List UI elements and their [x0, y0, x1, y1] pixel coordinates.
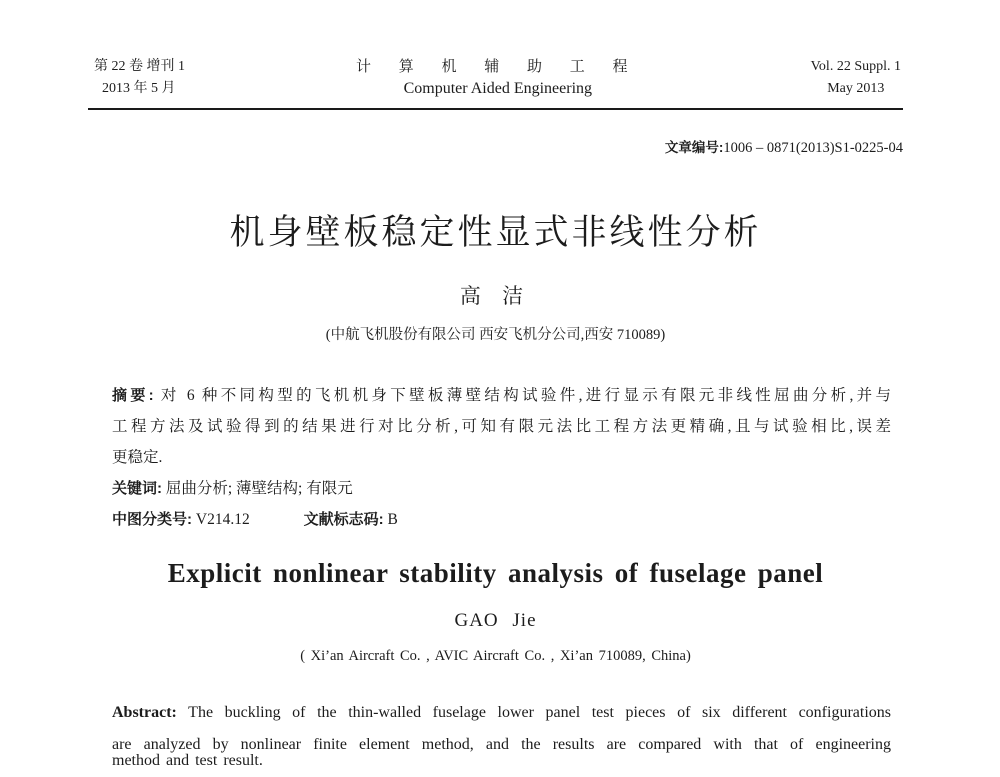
journal-name [185, 56, 811, 100]
title-en: Explicit nonlinear stability analysis of fuselage panel [167, 558, 824, 588]
abstract-en-block [88, 697, 903, 777]
clc-value: V214.12 [195, 511, 250, 528]
article-number-label: 文章编号: [664, 140, 724, 155]
article-number-line [88, 138, 903, 158]
journal-header [88, 56, 903, 110]
author-zh: 高 洁 [459, 284, 532, 308]
author-en: GAO Jie [454, 610, 537, 631]
abstract-en-label: Abstract: [112, 704, 177, 721]
abstract-en-line3-partial: method and test result. [112, 752, 263, 769]
keywords-zh-text: 屈曲分析; 薄壁结构; 有限元 [165, 480, 353, 497]
affiliation-en: ( Xi’an Aircraft Co. , AVIC Aircraft Co. , Xi’an 710089, China) [300, 648, 691, 664]
journal-volume-en [811, 56, 903, 100]
journal-volume-zh [88, 56, 185, 100]
abstract-zh-text1: 对 6 种不同构型的飞机机身下壁板薄壁结构试验件,进行显示有限元非线性屈曲分析,并与 [160, 387, 892, 404]
keywords-zh-line [112, 473, 891, 504]
issue-date-en: May 2013 [827, 81, 885, 96]
abstract-en-text1: The buckling of the thin-walled fuselage lower panel test pieces of six different configurations [188, 704, 891, 721]
abstract-zh-line2: 工程方法及试验得到的结果进行对比分析,可知有限元法比工程方法更精确,且与试验相比,误差 [112, 418, 891, 435]
affiliation-zh: (中航飞机股份有限公司 西安飞机分公司,西安 710089) [325, 327, 666, 343]
article-number-value: 1006 – 0871(2013)S1-0225-04 [723, 140, 903, 156]
doc-code-value: B [387, 511, 398, 528]
abstract-zh-line3: 更稳定. [112, 449, 163, 466]
abstract-zh-line1 [112, 380, 891, 411]
volume-info-en: Vol. 22 Suppl. 1 [810, 59, 901, 74]
abstract-en-line2: are analyzed by nonlinear finite element method, and the results are compared with that of engineering [112, 736, 891, 753]
abstract-zh-label: 摘要: [112, 387, 154, 404]
classification-line [112, 504, 891, 535]
abstract-en-line1 [112, 697, 891, 729]
issue-date-zh: 2013 年 5 月 [102, 81, 176, 96]
abstract-zh-block [88, 380, 903, 535]
title-zh: 机身壁板稳定性显式非线性分析 [229, 213, 762, 252]
volume-info-zh: 第 22 卷 增刊 1 [94, 59, 185, 74]
journal-name-zh: 计 算 机 辅 助 工 程 [356, 59, 640, 75]
doc-code-label: 文献标志码: [303, 511, 384, 528]
keywords-zh-label: 关键词: [112, 480, 162, 497]
journal-name-en: Computer Aided Engineering [403, 80, 593, 97]
clc-label: 中图分类号: [112, 511, 192, 528]
